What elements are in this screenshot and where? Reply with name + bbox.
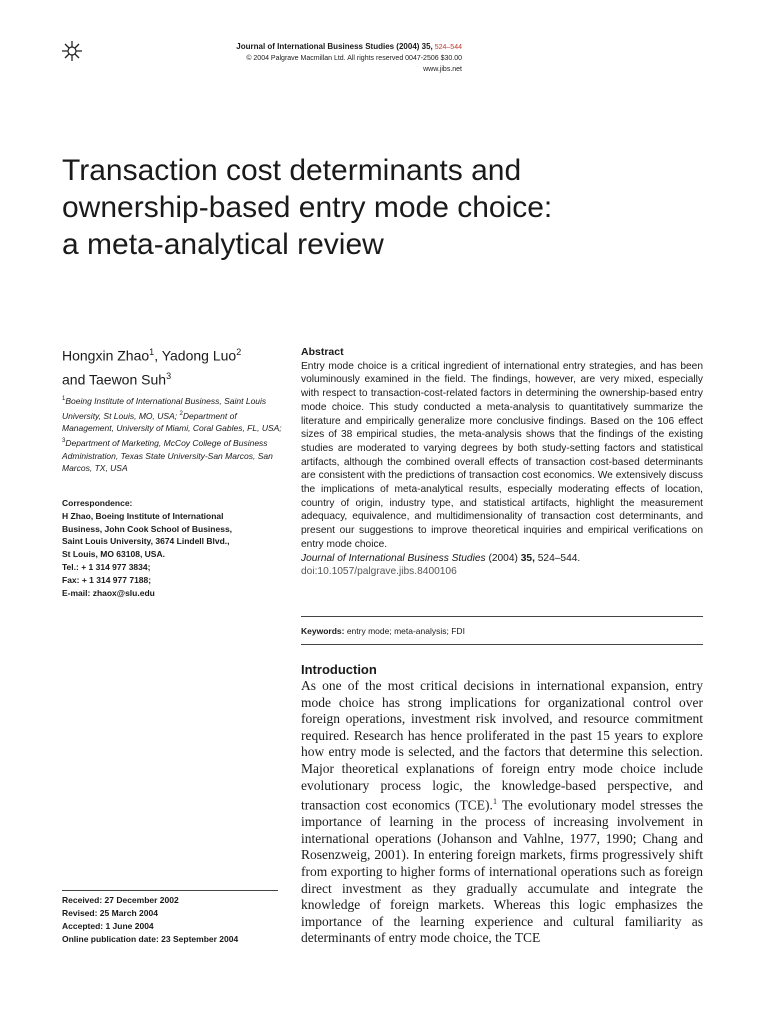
doi-link[interactable]: doi:10.1057/palgrave.jibs.8400106 — [301, 566, 457, 578]
abstract-text: Entry mode choice is a critical ingredient of international entry strategies, and has been voluminously examined in the field. The findings, however, are very mixed, especially with respect to transaction-cost-related factors in determining the ownership-based entry mode choice. This study conducted a meta-analysis to quantitatively summarize the literature and empirically generalize more conclusive findings. Based on the 106 effect sizes of 38 empirical studies, the meta-analysis shows that the findings of the existing studies are moderated to varying degrees by both study-setting factors and statistical artifacts, although the combined overall effects of transaction cost-based determinants are consistent with the predictions of transaction cost economics. We extensively discuss the implications of meta-analytical results, especially moderating effects of location, country of origin, industry type, and statistical artifacts, highlight the measurement adequacy, equivalence, and multidimensionality of transaction cost determinants, and present our suggestions to improve theoretical inquiries and empirical verifications on entry mode choice. — [301, 360, 703, 550]
abstract-heading: Abstract — [301, 346, 344, 358]
revised-date: Revised: 25 March 2004 — [62, 908, 158, 918]
palgrave-star-icon — [61, 40, 83, 62]
divider — [301, 616, 703, 617]
article-title: Transaction cost determinants and ownership-based entry mode choice: a meta-analytical review — [62, 154, 553, 261]
journal-header — [236, 41, 462, 75]
correspondence-email[interactable]: E-mail: zhaox@slu.edu — [62, 587, 155, 598]
divider — [62, 890, 278, 891]
accepted-date: Accepted: 1 June 2004 — [62, 921, 154, 931]
online-date: Online publication date: 23 September 2004 — [62, 934, 239, 944]
abstract-citation: Journal of International Business Studies (2004) 35, 524–544. — [301, 552, 581, 564]
correspondence-fax: Fax: + 1 314 977 7188; — [62, 574, 152, 585]
introduction-heading: Introduction — [301, 662, 377, 677]
journal-url[interactable]: www.jibs.net — [423, 66, 462, 73]
correspondence-heading: Correspondence: — [62, 498, 133, 508]
keywords-line: Keywords: entry mode; meta-analysis; FDI — [301, 626, 465, 636]
correspondence-line: Saint Louis University, 3674 Lindell Blvd., — [62, 536, 230, 547]
affiliations: $^1$Boeing Institute of International Business, Saint Louis University, St Louis, MO, USA; $^2$Department of Management, University of Miami, Coral Gables, FL, USA; $^3$Department of Marketing, McCoy College of Business Administration, Texas State University-San Marcos, San Marcos, TX, USA — [62, 395, 282, 474]
author-list: Hongxin Zhao$^1$, Yadong Luo$^2$ and Taewon Suh$^3$ — [62, 347, 242, 388]
correspondence-tel: Tel.: + 1 314 977 3834; — [62, 561, 151, 572]
introduction-section — [301, 661, 703, 947]
copyright-line: © 2004 Palgrave Macmillan Ltd. All rights reserved 0047-2506 $30.00 — [246, 55, 462, 62]
correspondence-line: St Louis, MO 63108, USA. — [62, 549, 165, 560]
journal-citation: Journal of International Business Studies (2004) 35, 524–544 — [236, 42, 462, 51]
introduction-text: As one of the most critical decisions in international expansion, entry mode choice has strong implications for organizational control over foreign operations, investment risk involved, and resource commitment required. Research has hence proliferated in the past 15 years to explore how entry mode is selected, and the factors that determine this selection. Major theoretical explanations of foreign entry mode choice include evolutionary process logic, the knowledge-based perspective, and transaction cost economics (TCE).$^1$ The evolutionary model stresses the importance of learning in the process of increasing involvement in international operations (Johanson and Vahlne, 1977, 1990; Chang and Rosenzweig, 2001). In entering foreign markets, firms progressively shift from exporting to higher forms of international operations such as foreign direct investment as they gradually accumulate and integrate the knowledge of foreign markets. Whereas this logic emphasizes the importance of the learning experience and cultural familiarity as determinants of entry mode choice, the TCE — [301, 678, 703, 946]
correspondence-block — [62, 497, 287, 599]
abstract-section — [301, 346, 703, 579]
footnote-ref[interactable]: 1 — [492, 797, 497, 807]
divider — [301, 644, 703, 645]
correspondence-line: Business, John Cook School of Business, — [62, 523, 233, 534]
publication-dates — [62, 894, 238, 946]
correspondence-line: H Zhao, Boeing Institute of International — [62, 510, 224, 521]
received-date: Received: 27 December 2002 — [62, 895, 179, 905]
